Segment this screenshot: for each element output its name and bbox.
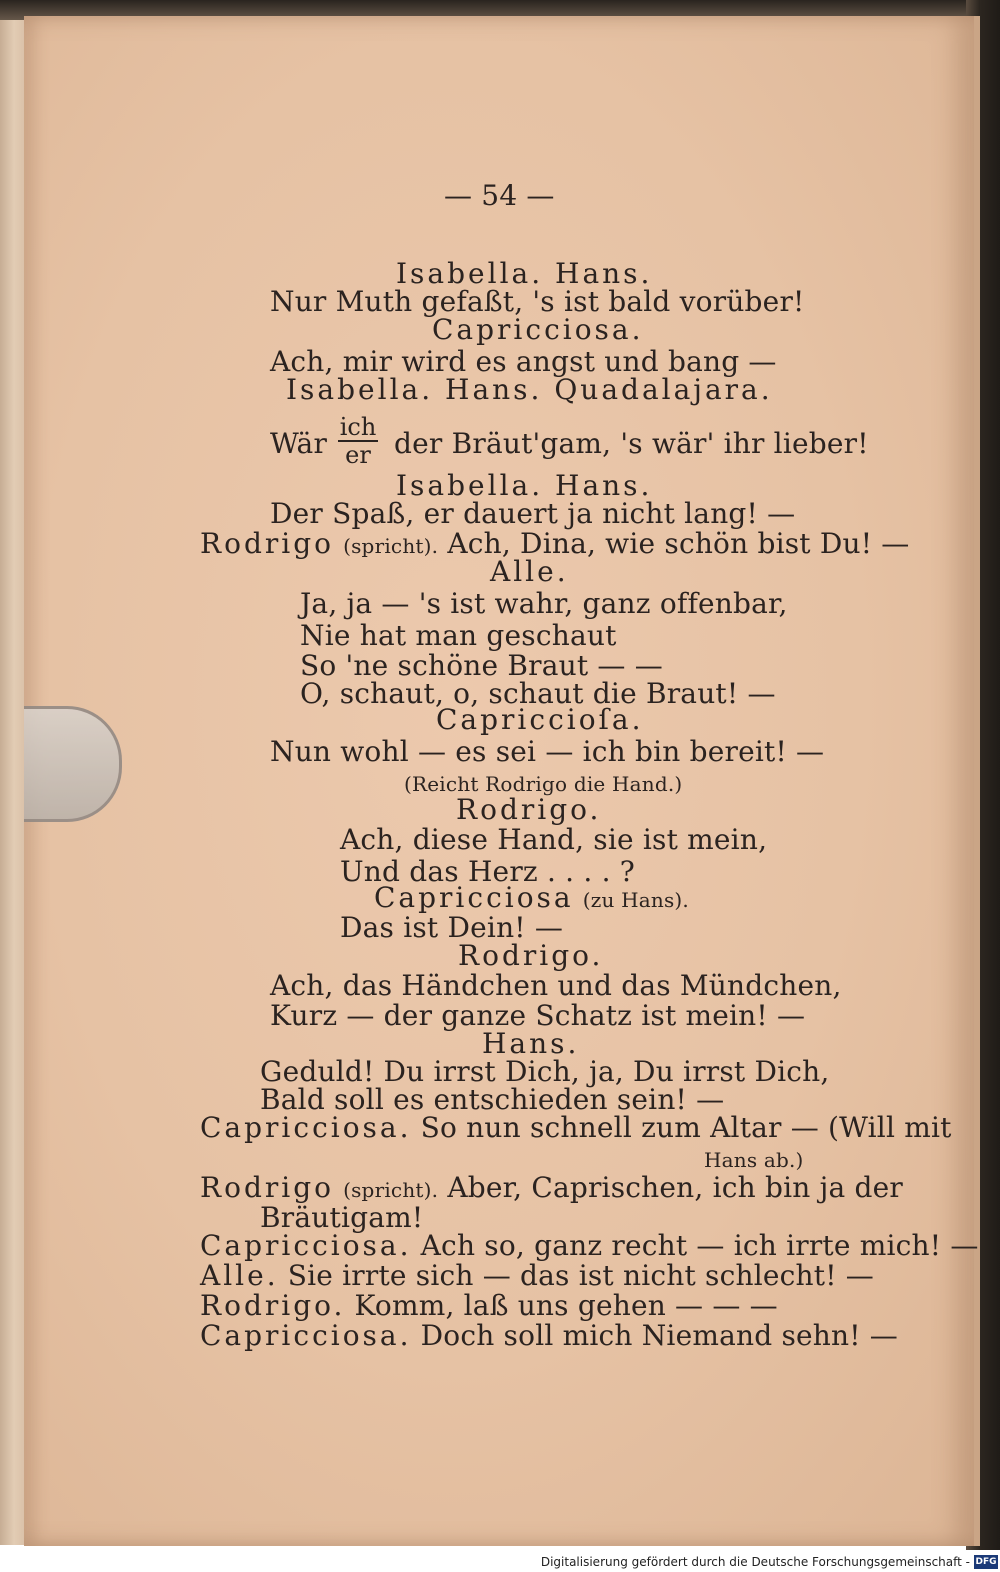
verse-line: Nun wohl — es sei — ich bin bereit! — [270, 735, 825, 768]
speaker-name: Capricciosa. [200, 1229, 412, 1262]
stage-direction: (zu Hans). [582, 888, 689, 912]
speaker-line: Alle. [490, 555, 569, 588]
verse-line: Nie hat man geschaut [300, 619, 617, 652]
speaker-name: Rodrigo. [200, 1289, 346, 1322]
footer-credit: Digitalisierung gefördert durch die Deutsche Forschungsgemeinschaft - [540, 1555, 970, 1569]
stage-direction-line: Hans ab.) [704, 1148, 804, 1172]
verse-line: Bräutigam! [260, 1201, 424, 1234]
speaker-line: Capriccioſa. [436, 703, 644, 736]
speaker-line: Rodrigo. [456, 793, 602, 826]
verse-line-pre: Wär [270, 427, 328, 460]
spoken-text: Aber, Caprischen, ich bin ja der [447, 1171, 903, 1204]
speaker-name: Alle. [200, 1259, 279, 1292]
verse-line: Das ist Dein! — [340, 911, 564, 944]
stage-direction: (spricht). [343, 534, 439, 558]
page-text [24, 16, 979, 1546]
verse-line: Bald soll es entschieden sein! — [260, 1083, 725, 1116]
verse-line: Geduld! Du irrst Dich, ja, Du irrst Dich, [260, 1055, 830, 1088]
spoken-text: Ach so, ganz recht — ich irrte mich! — [420, 1229, 979, 1262]
verse-line: Ach, mir wird es angst und bang — [270, 345, 777, 378]
page-number: — 54 — [444, 179, 555, 212]
dialogue-line [200, 1320, 898, 1352]
spoken-text: So nun schnell zum Altar — (Will mit [420, 1111, 952, 1144]
verse-line: Nur Muth gefaßt, 's ist bald vorüber! [270, 285, 805, 318]
dialogue-line [200, 1260, 874, 1292]
verse-line: Ach, diese Hand, sie ist mein, [340, 823, 768, 856]
fraction-ich-er [338, 414, 378, 468]
stage-direction-line: (Reicht Rodrigo die Hand.) [404, 772, 683, 796]
verse-line: Ach, das Händchen und das Mündchen, [270, 969, 842, 1002]
fraction-denominator: er [345, 441, 371, 469]
dialogue-line [200, 1290, 778, 1322]
speaker-line: Isabella. Hans. [396, 257, 653, 290]
verse-line: Der Spaß, er dauert ja nicht lang! — [270, 497, 796, 530]
verse-line: O, schaut, o, schaut die Braut! — [300, 677, 776, 710]
verse-line: Und das Herz . . . . ? [340, 855, 635, 888]
verse-line: So 'ne schöne Braut — — [300, 649, 663, 682]
spoken-text: Doch soll mich Niemand sehn! — [420, 1319, 899, 1352]
speaker-line: Capricciosa. [432, 313, 644, 346]
speaker-line: Hans. [482, 1027, 580, 1060]
spoken-text: Sie irrte sich — das ist nicht schlecht! — [287, 1259, 874, 1292]
speaker-name: Capricciosa. [200, 1111, 412, 1144]
verse-line-post: der Bräut'gam, 's wär' ihr lieber! [394, 427, 869, 460]
dialogue-line [200, 1230, 979, 1262]
stage-direction: (spricht). [343, 1178, 439, 1202]
speaker-line: Rodrigo. [458, 939, 604, 972]
dialogue-line [200, 1112, 952, 1144]
speaker-line: Isabella. Hans. Quadalajara. [286, 373, 773, 406]
digitization-footer [0, 1550, 1000, 1572]
dfg-logo: DFG [975, 1557, 997, 1567]
verse-line: Ja, ja — 's ist wahr, ganz offenbar, [300, 587, 788, 620]
speaker-line: Isabella. Hans. [396, 469, 653, 502]
fraction-numerator: ich [339, 413, 377, 441]
book-page [24, 16, 980, 1546]
spoken-text: Komm, laß uns gehen — — — [354, 1289, 778, 1322]
spoken-text: Ach, Dina, wie schön bist Du! — [447, 527, 910, 560]
speaker-name: Capricciosa. [200, 1319, 412, 1352]
speaker-name: Capricciosa [374, 881, 574, 914]
speaker-name: Rodrigo [200, 527, 334, 560]
speaker-name: Rodrigo [200, 1171, 334, 1204]
verse-line: Kurz — der ganze Schatz ist mein! — [270, 999, 806, 1032]
